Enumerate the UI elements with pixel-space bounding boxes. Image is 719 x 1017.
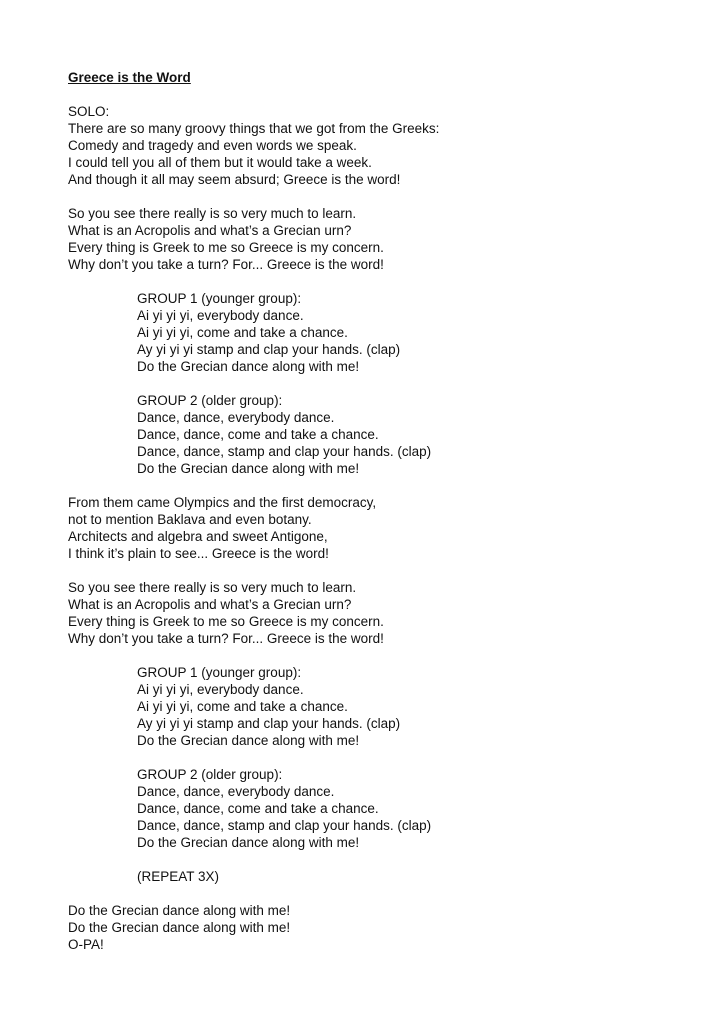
lyrics-page: [68, 69, 688, 970]
group-heading: GROUP 2 (older group):: [137, 393, 283, 408]
lyric-line: Comedy and tragedy and even words we speak.: [68, 138, 357, 153]
lyric-line: Dance, dance, everybody dance.: [137, 410, 335, 425]
lyric-line: Do the Grecian dance along with me!: [137, 835, 360, 850]
lyric-line: Ai yi yi yi, come and take a chance.: [137, 325, 348, 340]
lyric-line: So you see there really is so very much to learn.: [68, 206, 357, 221]
lyric-line: Dance, dance, come and take a chance.: [137, 801, 379, 816]
lyric-line: I think it’s plain to see... Greece is the word!: [68, 546, 329, 561]
lyric-line: SOLO:: [68, 104, 110, 119]
lyric-line: Dance, dance, stamp and clap your hands. (clap): [137, 444, 432, 459]
lyric-line: Why don’t you take a turn? For... Greece is the word!: [68, 631, 384, 646]
lyric-line: Dance, dance, come and take a chance.: [137, 427, 379, 442]
lyric-line: Every thing is Greek to me so Greece is my concern.: [68, 240, 384, 255]
lyric-line: Dance, dance, stamp and clap your hands. (clap): [137, 818, 432, 833]
group-2-section-a: [68, 392, 688, 477]
lyric-line: not to mention Baklava and even botany.: [68, 512, 312, 527]
group-2-section-b: [68, 766, 688, 851]
lyric-line: Do the Grecian dance along with me!: [137, 461, 360, 476]
group-heading: GROUP 1 (younger group):: [137, 291, 302, 306]
group-1-section-a: [68, 290, 688, 375]
group-heading: GROUP 1 (younger group):: [137, 665, 302, 680]
lyric-line: What is an Acropolis and what’s a Grecian urn?: [68, 223, 352, 238]
lyric-line: Do the Grecian dance along with me!: [68, 903, 291, 918]
chorus-2: [68, 579, 688, 647]
lyric-line: Ay yi yi yi stamp and clap your hands. (clap): [137, 342, 401, 357]
repeat-instruction: [68, 868, 688, 885]
lyric-line: Ai yi yi yi, come and take a chance.: [137, 699, 348, 714]
verse-solo-1: [68, 103, 688, 188]
lyric-line: And though it all may seem absurd; Greece is the word!: [68, 172, 401, 187]
song-title: Greece is the Word: [68, 70, 191, 85]
chorus-1: [68, 205, 688, 273]
group-1-section-b: [68, 664, 688, 749]
lyric-line: Do the Grecian dance along with me!: [137, 733, 360, 748]
lyric-line: Dance, dance, everybody dance.: [137, 784, 335, 799]
lyric-line: Architects and algebra and sweet Antigone,: [68, 529, 328, 544]
lyric-line: Why don’t you take a turn? For... Greece is the word!: [68, 257, 384, 272]
lyric-line: Ay yi yi yi stamp and clap your hands. (clap): [137, 716, 401, 731]
lyric-line: Do the Grecian dance along with me!: [137, 359, 360, 374]
group-heading: GROUP 2 (older group):: [137, 767, 283, 782]
lyric-line: Do the Grecian dance along with me!: [68, 920, 291, 935]
lyric-line: From them came Olympics and the first democracy,: [68, 495, 377, 510]
lyric-line: Every thing is Greek to me so Greece is my concern.: [68, 614, 384, 629]
lyric-line: I could tell you all of them but it would take a week.: [68, 155, 372, 170]
lyric-line: There are so many groovy things that we got from the Greeks:: [68, 121, 440, 136]
repeat-note: (REPEAT 3X): [137, 869, 220, 884]
ending: [68, 902, 688, 953]
lyric-line: What is an Acropolis and what’s a Grecian urn?: [68, 597, 352, 612]
lyric-line: Ai yi yi yi, everybody dance.: [137, 308, 304, 323]
lyric-line: Ai yi yi yi, everybody dance.: [137, 682, 304, 697]
lyric-line: So you see there really is so very much to learn.: [68, 580, 357, 595]
verse-2: [68, 494, 688, 562]
lyric-line: O-PA!: [68, 937, 104, 952]
